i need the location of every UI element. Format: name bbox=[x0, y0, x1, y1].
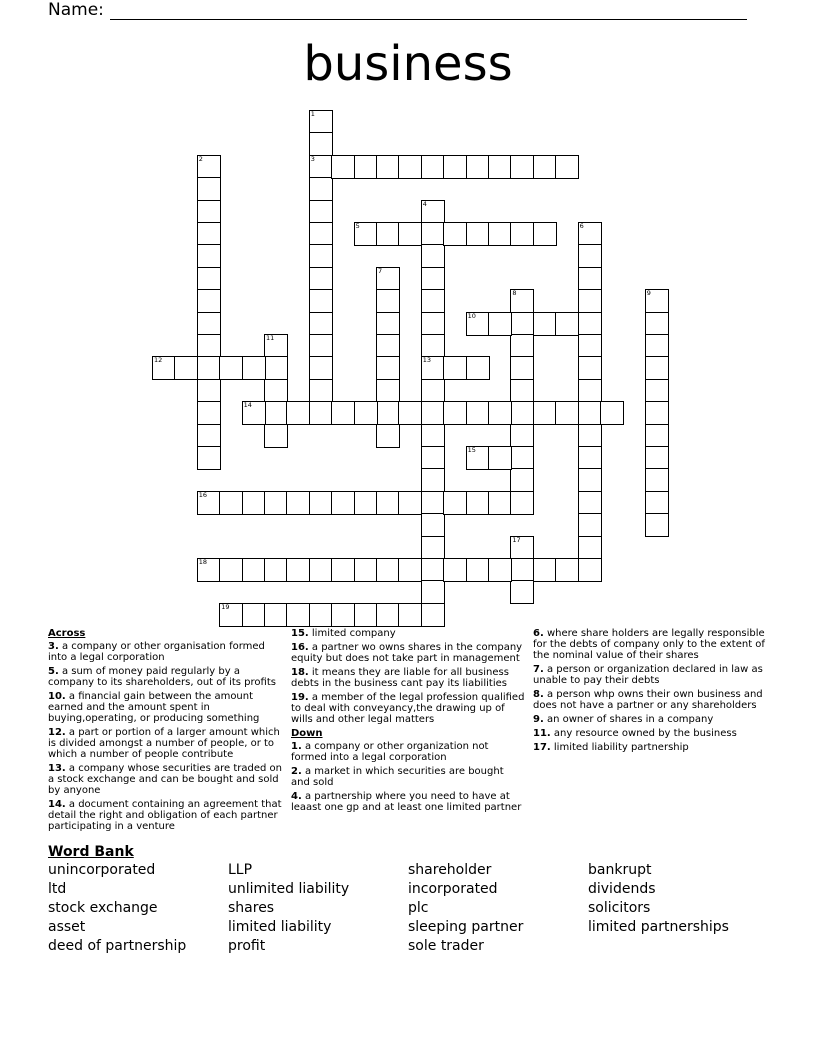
word-bank-item: unincorporated bbox=[48, 862, 156, 878]
word-bank-item: limited partnerships bbox=[588, 919, 729, 935]
clue-number: 13. bbox=[48, 763, 66, 774]
crossword-cell[interactable] bbox=[309, 132, 333, 156]
crossword-cell[interactable] bbox=[197, 267, 221, 291]
crossword-cell[interactable] bbox=[578, 536, 602, 560]
crossword-cell[interactable] bbox=[555, 155, 579, 179]
crossword-cell[interactable] bbox=[578, 491, 602, 515]
crossword-cell[interactable] bbox=[376, 267, 400, 291]
crossword-cell[interactable] bbox=[466, 222, 490, 246]
crossword-cell[interactable] bbox=[197, 222, 221, 246]
crossword-cell[interactable] bbox=[645, 356, 669, 380]
crossword-cell[interactable] bbox=[309, 177, 333, 201]
crossword-cell[interactable] bbox=[197, 356, 221, 380]
clue bbox=[291, 628, 525, 639]
clue-text: a company or other organisation formed into a legal corporation bbox=[48, 641, 265, 663]
crossword-cell[interactable] bbox=[242, 356, 266, 380]
crossword-cell[interactable] bbox=[421, 312, 445, 336]
crossword-cell[interactable] bbox=[376, 603, 400, 627]
crossword-cell[interactable] bbox=[421, 401, 445, 425]
clue-number: 8 bbox=[512, 289, 517, 298]
crossword-cell[interactable] bbox=[578, 513, 602, 537]
crossword-cell[interactable] bbox=[466, 401, 490, 425]
down-heading: Down bbox=[291, 728, 323, 739]
crossword-cell[interactable] bbox=[309, 244, 333, 268]
crossword-cell[interactable] bbox=[645, 424, 669, 448]
crossword-cell[interactable] bbox=[443, 491, 467, 515]
crossword-cell[interactable] bbox=[600, 401, 624, 425]
crossword-cell[interactable] bbox=[286, 491, 310, 515]
crossword-cell[interactable] bbox=[309, 379, 333, 403]
crossword-cell[interactable] bbox=[578, 222, 602, 246]
crossword-cell[interactable] bbox=[219, 356, 243, 380]
crossword-cell[interactable] bbox=[555, 401, 579, 425]
crossword-cell[interactable] bbox=[578, 424, 602, 448]
clue-text: a financial gain between the amount earned and the amount spent in buying,operating, or producing something bbox=[48, 691, 260, 724]
crossword-cell[interactable] bbox=[398, 491, 422, 515]
crossword-cell[interactable] bbox=[197, 177, 221, 201]
clue-number: 6. bbox=[533, 628, 544, 639]
crossword-cell[interactable] bbox=[466, 491, 490, 515]
word-bank-item: sleeping partner bbox=[408, 919, 524, 935]
clue-text: it means they are liable for all business debts in the business cant pay its liabilities bbox=[291, 667, 509, 689]
crossword-cell[interactable] bbox=[286, 558, 310, 582]
crossword-cell[interactable] bbox=[578, 558, 602, 582]
crossword-cell[interactable] bbox=[645, 312, 669, 336]
clue-number: 2 bbox=[198, 154, 203, 163]
crossword-cell[interactable] bbox=[376, 379, 400, 403]
crossword-cell[interactable] bbox=[376, 312, 400, 336]
clue bbox=[48, 799, 282, 832]
crossword-cell[interactable] bbox=[242, 491, 266, 515]
crossword-cell[interactable] bbox=[376, 491, 400, 515]
clue-number: 5. bbox=[48, 666, 59, 677]
clue-text: a document containing an agreement that detail the right and obligation of each partner participating in a venture bbox=[48, 799, 282, 832]
name-label: Name: bbox=[48, 0, 104, 20]
crossword-cell[interactable] bbox=[309, 558, 333, 582]
word-bank-item: sole trader bbox=[408, 938, 484, 954]
crossword-cell[interactable] bbox=[286, 401, 310, 425]
crossword-cell[interactable] bbox=[197, 289, 221, 313]
clue bbox=[291, 791, 525, 813]
crossword-cell[interactable] bbox=[645, 379, 669, 403]
crossword-cell[interactable] bbox=[645, 289, 669, 313]
crossword-cell[interactable] bbox=[376, 334, 400, 358]
crossword-cell[interactable] bbox=[197, 200, 221, 224]
crossword-cell[interactable] bbox=[510, 536, 534, 560]
clue-number: 16 bbox=[198, 490, 208, 499]
clue-number: 7 bbox=[378, 266, 383, 275]
crossword-cell[interactable] bbox=[309, 155, 333, 179]
crossword-cell[interactable] bbox=[510, 424, 534, 448]
crossword-cell[interactable] bbox=[398, 558, 422, 582]
crossword-cell[interactable] bbox=[331, 155, 355, 179]
crossword-cell[interactable] bbox=[421, 244, 445, 268]
crossword-cell[interactable] bbox=[510, 222, 534, 246]
crossword-cell[interactable] bbox=[421, 200, 445, 224]
crossword-cell[interactable] bbox=[578, 379, 602, 403]
crossword-cell[interactable] bbox=[533, 155, 557, 179]
clue-number: 19. bbox=[291, 692, 309, 703]
crossword-cell[interactable] bbox=[219, 558, 243, 582]
word-bank-item: bankrupt bbox=[588, 862, 652, 878]
clue-text: a company whose securities are traded on a stock exchange and can be bought and sold by anyone bbox=[48, 763, 282, 796]
crossword-cell[interactable] bbox=[264, 558, 288, 582]
clue bbox=[48, 727, 282, 760]
word-bank-item: incorporated bbox=[408, 881, 498, 897]
clue-number: 2. bbox=[291, 766, 302, 777]
clue bbox=[291, 642, 525, 664]
crossword-cell[interactable] bbox=[264, 356, 288, 380]
crossword-cell[interactable] bbox=[421, 222, 445, 246]
crossword-cell[interactable] bbox=[443, 558, 467, 582]
crossword-cell[interactable] bbox=[510, 334, 534, 358]
clue-number: 1. bbox=[291, 741, 302, 752]
clue-number: 17. bbox=[533, 742, 551, 753]
clue-text: a market in which securities are bought and sold bbox=[291, 766, 504, 788]
crossword-cell[interactable] bbox=[354, 558, 378, 582]
crossword-cell[interactable] bbox=[197, 424, 221, 448]
clue bbox=[533, 742, 773, 753]
crossword-cell[interactable] bbox=[354, 222, 378, 246]
clue bbox=[291, 766, 525, 788]
crossword-cell[interactable] bbox=[376, 558, 400, 582]
crossword-cell[interactable] bbox=[421, 379, 445, 403]
crossword-cell[interactable] bbox=[421, 356, 445, 380]
clue-number: 1 bbox=[310, 110, 315, 118]
crossword-cell[interactable] bbox=[578, 468, 602, 492]
crossword-cell[interactable] bbox=[510, 289, 534, 313]
crossword-cell[interactable] bbox=[309, 267, 333, 291]
crossword-cell[interactable] bbox=[286, 603, 310, 627]
name-field[interactable] bbox=[48, 0, 747, 20]
crossword-cell[interactable] bbox=[398, 603, 422, 627]
crossword-cell[interactable] bbox=[488, 401, 512, 425]
crossword-cell[interactable] bbox=[488, 222, 512, 246]
crossword-cell[interactable] bbox=[555, 312, 579, 336]
clue-number: 5 bbox=[355, 222, 360, 230]
crossword-cell[interactable] bbox=[219, 603, 243, 627]
clue-number: 8. bbox=[533, 689, 544, 700]
crossword-cell[interactable] bbox=[354, 401, 378, 425]
crossword-cell[interactable] bbox=[309, 110, 333, 134]
crossword-cell[interactable] bbox=[510, 356, 534, 380]
crossword-cell[interactable] bbox=[398, 401, 422, 425]
crossword-cell[interactable] bbox=[264, 603, 288, 627]
clue-number: 10. bbox=[48, 691, 66, 702]
crossword-cell[interactable] bbox=[578, 446, 602, 470]
clue-text: a part or portion of a larger amount which is divided amongst a number of people, or to which a number of people contribute bbox=[48, 727, 280, 760]
crossword-cell[interactable] bbox=[264, 424, 288, 448]
crossword-cell[interactable] bbox=[309, 334, 333, 358]
word-bank-title: Word Bank bbox=[48, 844, 134, 860]
word-bank-item: dividends bbox=[588, 881, 656, 897]
crossword-cell[interactable] bbox=[645, 468, 669, 492]
crossword-cell[interactable] bbox=[331, 603, 355, 627]
crossword-cell[interactable] bbox=[331, 491, 355, 515]
crossword-cell[interactable] bbox=[533, 558, 557, 582]
crossword-cell[interactable] bbox=[578, 312, 602, 336]
crossword-cell[interactable] bbox=[421, 513, 445, 537]
crossword-cell[interactable] bbox=[197, 379, 221, 403]
crossword-cell[interactable] bbox=[510, 312, 534, 336]
clues-column-1 bbox=[48, 628, 282, 835]
clue-number: 6 bbox=[579, 222, 584, 230]
crossword-cell[interactable] bbox=[466, 356, 490, 380]
clue-text: a person whp owns their own business and does not have a partner or any shareholders bbox=[533, 689, 763, 711]
clue-text: a sum of money paid regularly by a company to its shareholders, out of its profits bbox=[48, 666, 276, 688]
crossword-cell[interactable] bbox=[510, 580, 534, 604]
crossword-cell[interactable] bbox=[645, 491, 669, 515]
crossword-cell[interactable] bbox=[309, 222, 333, 246]
crossword-cell[interactable] bbox=[488, 446, 512, 470]
crossword-cell[interactable] bbox=[421, 155, 445, 179]
crossword-cell[interactable] bbox=[242, 558, 266, 582]
crossword-cell[interactable] bbox=[197, 155, 221, 179]
crossword-cell[interactable] bbox=[421, 491, 445, 515]
crossword-cell[interactable] bbox=[466, 155, 490, 179]
crossword-cell[interactable] bbox=[578, 289, 602, 313]
crossword-cell[interactable] bbox=[197, 446, 221, 470]
crossword-cell[interactable] bbox=[510, 491, 534, 515]
clue-number: 14. bbox=[48, 799, 66, 810]
crossword-cell[interactable] bbox=[376, 289, 400, 313]
word-bank-item: asset bbox=[48, 919, 86, 935]
clue-number: 11 bbox=[266, 334, 275, 342]
clue-number: 19 bbox=[221, 602, 230, 611]
word-bank-item: ltd bbox=[48, 881, 67, 897]
word-bank-item: limited liability bbox=[228, 919, 332, 935]
crossword-cell[interactable] bbox=[197, 244, 221, 268]
crossword-cell[interactable] bbox=[398, 222, 422, 246]
crossword-cell[interactable] bbox=[510, 468, 534, 492]
clue-number: 14 bbox=[243, 401, 252, 410]
clue bbox=[291, 667, 525, 689]
crossword-cell[interactable] bbox=[510, 446, 534, 470]
crossword-cell[interactable] bbox=[219, 491, 243, 515]
clue bbox=[533, 714, 773, 725]
crossword-cell[interactable] bbox=[354, 491, 378, 515]
clue-number: 18 bbox=[198, 558, 208, 566]
crossword-cell[interactable] bbox=[421, 446, 445, 470]
crossword-cell[interactable] bbox=[645, 401, 669, 425]
word-bank-item: shares bbox=[228, 900, 275, 916]
clue-number: 18. bbox=[291, 667, 309, 678]
across-heading: Across bbox=[48, 628, 86, 639]
crossword-cell[interactable] bbox=[197, 491, 221, 515]
crossword-cell[interactable] bbox=[309, 356, 333, 380]
crossword-cell[interactable] bbox=[421, 580, 445, 604]
crossword-cell[interactable] bbox=[421, 558, 445, 582]
crossword-cell[interactable] bbox=[421, 289, 445, 313]
clue-number: 10 bbox=[467, 311, 476, 320]
crossword-cell[interactable] bbox=[578, 401, 602, 425]
crossword-cell[interactable] bbox=[331, 401, 355, 425]
crossword-cell[interactable] bbox=[197, 312, 221, 336]
clue-number: 16. bbox=[291, 642, 309, 653]
crossword-cell[interactable] bbox=[197, 401, 221, 425]
name-underline[interactable] bbox=[110, 5, 747, 20]
clue bbox=[48, 666, 282, 688]
clue bbox=[533, 664, 773, 686]
clue-text: a member of the legal profession qualified to deal with conveyancy,the drawing up of wills and other legal matters bbox=[291, 692, 525, 725]
word-bank-item: LLP bbox=[228, 862, 253, 878]
clue-number: 3 bbox=[310, 154, 315, 163]
crossword-cell[interactable] bbox=[488, 491, 512, 515]
crossword-cell[interactable] bbox=[510, 155, 534, 179]
crossword-cell[interactable] bbox=[533, 222, 557, 246]
crossword-cell[interactable] bbox=[376, 424, 400, 448]
crossword-cell[interactable] bbox=[309, 312, 333, 336]
clue-text: any resource owned by the business bbox=[550, 728, 737, 739]
crossword-cell[interactable] bbox=[174, 356, 198, 380]
crossword-cell[interactable] bbox=[466, 446, 490, 470]
clues-column-2 bbox=[291, 628, 525, 816]
crossword-cell[interactable] bbox=[645, 334, 669, 358]
crossword-cell[interactable] bbox=[488, 312, 512, 336]
crossword-cell[interactable] bbox=[309, 401, 333, 425]
crossword-cell[interactable] bbox=[309, 200, 333, 224]
clue-number: 7. bbox=[533, 664, 544, 675]
crossword-cell[interactable] bbox=[466, 312, 490, 336]
clue bbox=[48, 691, 282, 724]
word-bank-item: solicitors bbox=[588, 900, 651, 916]
crossword-cell[interactable] bbox=[443, 222, 467, 246]
clue bbox=[533, 628, 773, 661]
crossword-cell[interactable] bbox=[421, 603, 445, 627]
clue-number: 11. bbox=[533, 728, 551, 739]
crossword-cell[interactable] bbox=[398, 155, 422, 179]
clue bbox=[291, 741, 525, 763]
crossword-cell[interactable] bbox=[264, 334, 288, 358]
word-bank-item: stock exchange bbox=[48, 900, 158, 916]
page-title: business bbox=[303, 36, 513, 92]
clue-number: 12 bbox=[154, 356, 163, 365]
clue-number: 9 bbox=[646, 289, 651, 298]
clue bbox=[48, 641, 282, 663]
clue bbox=[533, 728, 773, 739]
crossword-cell[interactable] bbox=[376, 401, 400, 425]
clue-text: a company or other organization not formed into a legal corporation bbox=[291, 741, 489, 763]
word-bank-item: shareholder bbox=[408, 862, 492, 878]
crossword-cell[interactable] bbox=[443, 356, 467, 380]
crossword-cell[interactable] bbox=[264, 401, 288, 425]
crossword-cell[interactable] bbox=[152, 356, 176, 380]
clue bbox=[533, 689, 773, 711]
clue-number: 4 bbox=[422, 199, 427, 208]
clue-text: an owner of shares in a company bbox=[543, 714, 714, 725]
crossword-cell[interactable] bbox=[578, 244, 602, 268]
clue bbox=[48, 763, 282, 796]
clue-number: 13 bbox=[422, 356, 432, 365]
clue-number: 3. bbox=[48, 641, 59, 652]
crossword-cell[interactable] bbox=[645, 513, 669, 537]
crossword-cell[interactable] bbox=[242, 401, 266, 425]
clue-number: 15. bbox=[291, 628, 309, 639]
word-bank-item: deed of partnership bbox=[48, 938, 187, 954]
crossword-cell[interactable] bbox=[443, 155, 467, 179]
clue-number: 12. bbox=[48, 727, 66, 738]
crossword-cell[interactable] bbox=[309, 603, 333, 627]
clue-text: limited company bbox=[308, 628, 396, 639]
crossword-cell[interactable] bbox=[421, 267, 445, 291]
crossword-cell[interactable] bbox=[376, 356, 400, 380]
clue-text: where share holders are legally responsible for the debts of company only to the extent of the nominal value of their shares bbox=[533, 628, 765, 661]
crossword-cell[interactable] bbox=[331, 558, 355, 582]
crossword-cell[interactable] bbox=[578, 356, 602, 380]
crossword-cell[interactable] bbox=[354, 603, 378, 627]
crossword-cell[interactable] bbox=[443, 401, 467, 425]
crossword-cell[interactable] bbox=[264, 491, 288, 515]
crossword-cell[interactable] bbox=[466, 558, 490, 582]
crossword-cell[interactable] bbox=[242, 603, 266, 627]
word-bank-item: profit bbox=[228, 938, 266, 954]
crossword-cell[interactable] bbox=[421, 536, 445, 560]
crossword-cell[interactable] bbox=[578, 334, 602, 358]
crossword-cell[interactable] bbox=[421, 334, 445, 358]
clue-text: a person or organization declared in law as unable to pay their debts bbox=[533, 664, 763, 686]
clue-number: 15 bbox=[467, 446, 476, 454]
crossword-cell[interactable] bbox=[197, 558, 221, 582]
crossword-cell[interactable] bbox=[421, 468, 445, 492]
word-bank-item: plc bbox=[408, 900, 429, 916]
clue-number: 4. bbox=[291, 791, 302, 802]
crossword-cell[interactable] bbox=[197, 334, 221, 358]
crossword-cell[interactable] bbox=[309, 491, 333, 515]
crossword-cell[interactable] bbox=[309, 289, 333, 313]
crossword-cell[interactable] bbox=[376, 222, 400, 246]
crossword-cell[interactable] bbox=[354, 155, 378, 179]
crossword-cell[interactable] bbox=[488, 558, 512, 582]
clue-text: a partnership where you need to have at leaast one gp and at least one limited partner bbox=[291, 791, 522, 813]
crossword-cell[interactable] bbox=[488, 155, 512, 179]
crossword-cell[interactable] bbox=[264, 379, 288, 403]
crossword-cell[interactable] bbox=[578, 267, 602, 291]
clue-text: a partner wo owns shares in the company equity but does not take part in management bbox=[291, 642, 523, 664]
clue-number: 9. bbox=[533, 714, 544, 725]
crossword-cell[interactable] bbox=[533, 312, 557, 336]
crossword-cell[interactable] bbox=[510, 401, 534, 425]
crossword-cell[interactable] bbox=[555, 558, 579, 582]
crossword-cell[interactable] bbox=[376, 155, 400, 179]
clue bbox=[291, 692, 525, 725]
clue-text: limited liability partnership bbox=[550, 742, 689, 753]
crossword-cell[interactable] bbox=[533, 401, 557, 425]
word-bank-item: unlimited liability bbox=[228, 881, 350, 897]
crossword-cell[interactable] bbox=[421, 424, 445, 448]
clue-number: 17 bbox=[512, 535, 521, 544]
crossword-cell[interactable] bbox=[510, 379, 534, 403]
crossword-cell[interactable] bbox=[645, 446, 669, 470]
crossword-cell[interactable] bbox=[510, 558, 534, 582]
clues-column-3 bbox=[533, 628, 773, 756]
